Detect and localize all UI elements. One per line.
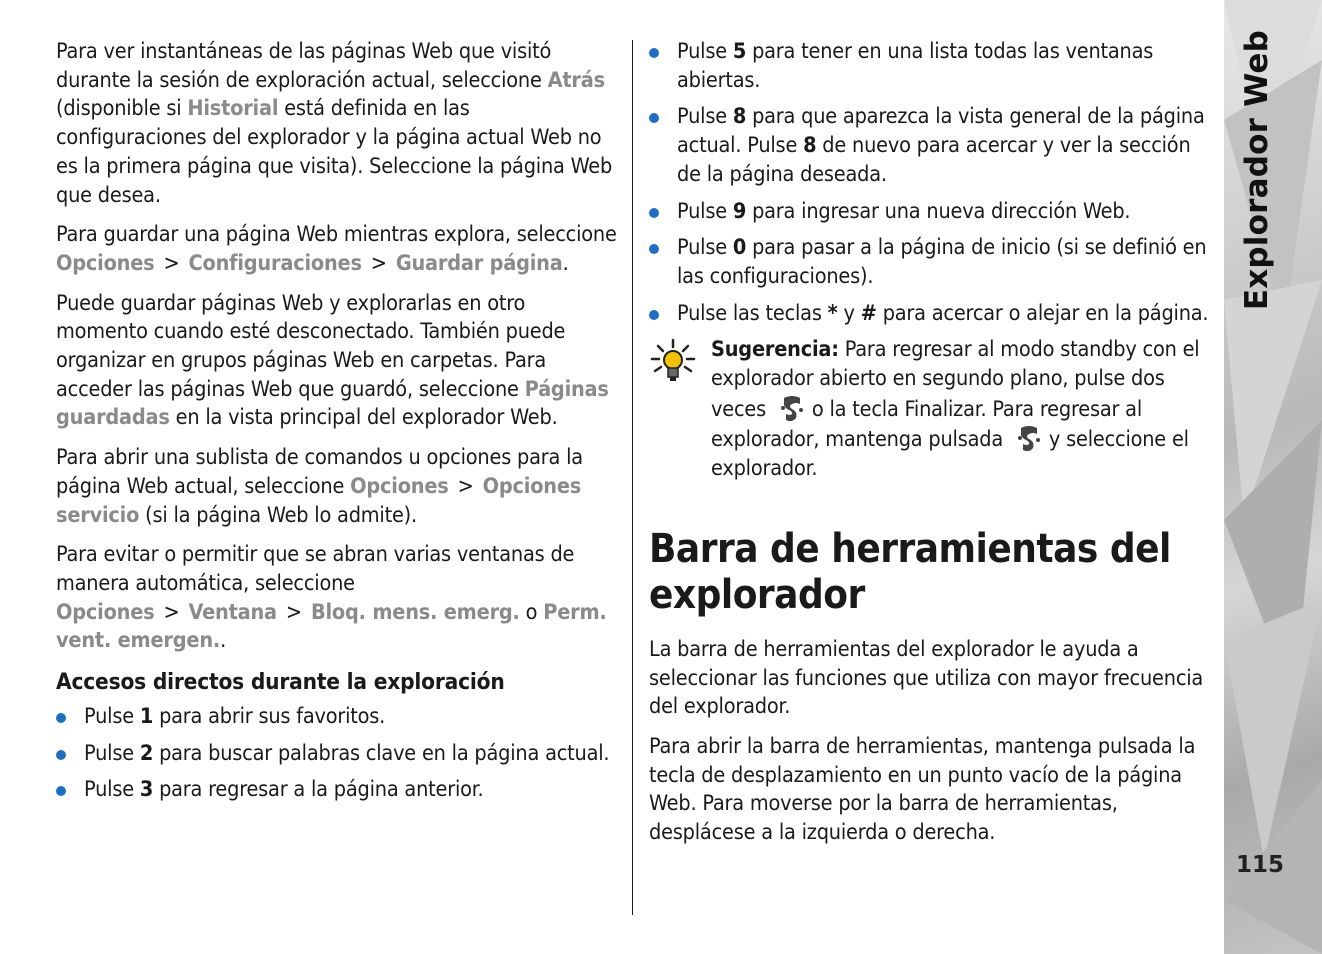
section-title: Barra de herramientas del explorador: [649, 525, 1171, 618]
keyword-opciones: Opciones: [56, 250, 155, 276]
paragraph-toolbar-intro: La barra de herramientas del explorador le ayuda a seleccionar las funciones que utiliza con mayor frecuencia del explorador.: [649, 636, 1204, 720]
keyword-opciones: Opciones: [56, 599, 155, 625]
list-item: Pulse 2 para buscar palabras clave en la página actual.: [56, 740, 618, 769]
tip-box: Sugerencia: Para regresar al modo standby con el explorador abierto en segundo plano, pulse dos veces o la tecla Finalizar. Para regresar al explorador, mantenga pulsada y seleccione el explorador.: [649, 336, 1211, 484]
chapter-title: [1236, 29, 1278, 311]
shortcut-list-right: [649, 38, 1211, 328]
bullet-icon: [56, 713, 66, 723]
lightbulb-icon: [649, 338, 697, 386]
list-item: Pulse 0 para pasar a la página de inicio (si se definió en las configuraciones).: [649, 234, 1211, 291]
bullet-icon: [649, 48, 659, 58]
shortcut-list-left: [56, 703, 618, 805]
paragraph-save-page: Para guardar una página Web mientras explora, seleccione Opciones > Configuraciones > Guardar página.: [56, 222, 617, 276]
chapter-title-text: Explorador Web: [1239, 29, 1275, 311]
page-number: 115: [1236, 852, 1285, 878]
bullet-icon: [649, 113, 659, 123]
left-column: [56, 38, 618, 813]
list-item: Pulse 8 para que aparezca la vista general de la página actual. Pulse 8 de nuevo para acercar y ver la sección de la página deseada.: [649, 103, 1211, 189]
bullet-icon: [56, 786, 66, 796]
list-item: Pulse 3 para regresar a la página anterior.: [56, 776, 618, 805]
keyword-guardar-pagina: Guardar página: [395, 250, 563, 276]
keyword-perm-vent-emergen: Perm. vent. emergen.: [56, 599, 607, 654]
list-item: Pulse las teclas * y # para acercar o alejar en la página.: [649, 300, 1211, 329]
paragraph-toolbar-open: Para abrir la barra de herramientas, mantenga pulsada la tecla de desplazamiento en un punto vacío de la página Web. Para moverse por la barra de herramientas, desplácese a la izquierda o derecha.: [649, 733, 1196, 846]
keyword-historial: Historial: [187, 96, 279, 122]
tip-label: Sugerencia:: [711, 337, 839, 363]
paragraph-saved-pages: Puede guardar páginas Web y explorarlas en otro momento cuando esté desconectado. También puede organizar en grupos páginas Web en carpetas. Para acceder las páginas Web que guardó, seleccione Páginas guardadas en la vista principal del explorador Web.: [56, 290, 609, 431]
list-item: Pulse 5 para tener en una lista todas las ventanas abiertas.: [649, 38, 1211, 95]
subheading-shortcuts: Accesos directos durante la exploración: [56, 669, 505, 696]
paragraph-history: Para ver instantáneas de las páginas Web que visitó durante la sesión de exploración actual, seleccione Atrás (disponible si Historial está definida en las configuraciones del explorador y la página actual Web no es la primera página que visita). Seleccione la página Web que desea.: [56, 39, 613, 208]
keyword-bloq-mens-emerg: Bloq. mens. emerg.: [310, 599, 520, 625]
bullet-icon: [649, 310, 659, 320]
keyword-atras: Atrás: [547, 67, 605, 93]
keyword-paginas-guardadas: Páginas guardadas: [56, 376, 609, 431]
bullet-icon: [649, 244, 659, 254]
menu-key-icon: [778, 394, 806, 424]
bullet-icon: [649, 208, 659, 218]
list-item: Pulse 9 para ingresar una nueva dirección Web.: [649, 198, 1211, 227]
keyword-configuraciones: Configuraciones: [188, 250, 362, 276]
right-column: [649, 38, 1211, 859]
paragraph-sublist: Para abrir una sublista de comandos u opciones para la página Web actual, seleccione Opciones > Opciones servicio (si la página Web lo admite).: [56, 445, 583, 528]
column-divider: [632, 40, 633, 915]
list-item: Pulse 1 para abrir sus favoritos.: [56, 703, 618, 732]
keyword-ventana: Ventana: [188, 599, 277, 625]
bullet-icon: [56, 750, 66, 760]
keyword-opciones: Opciones: [350, 473, 449, 499]
paragraph-popups: Para evitar o permitir que se abran varias ventanas de manera automática, seleccione Opciones > Ventana > Bloq. mens. emerg. o Perm. vent. emergen..: [56, 542, 607, 654]
keyword-opciones-servicio: Opciones servicio: [56, 473, 582, 528]
menu-key-icon: [1015, 424, 1043, 454]
